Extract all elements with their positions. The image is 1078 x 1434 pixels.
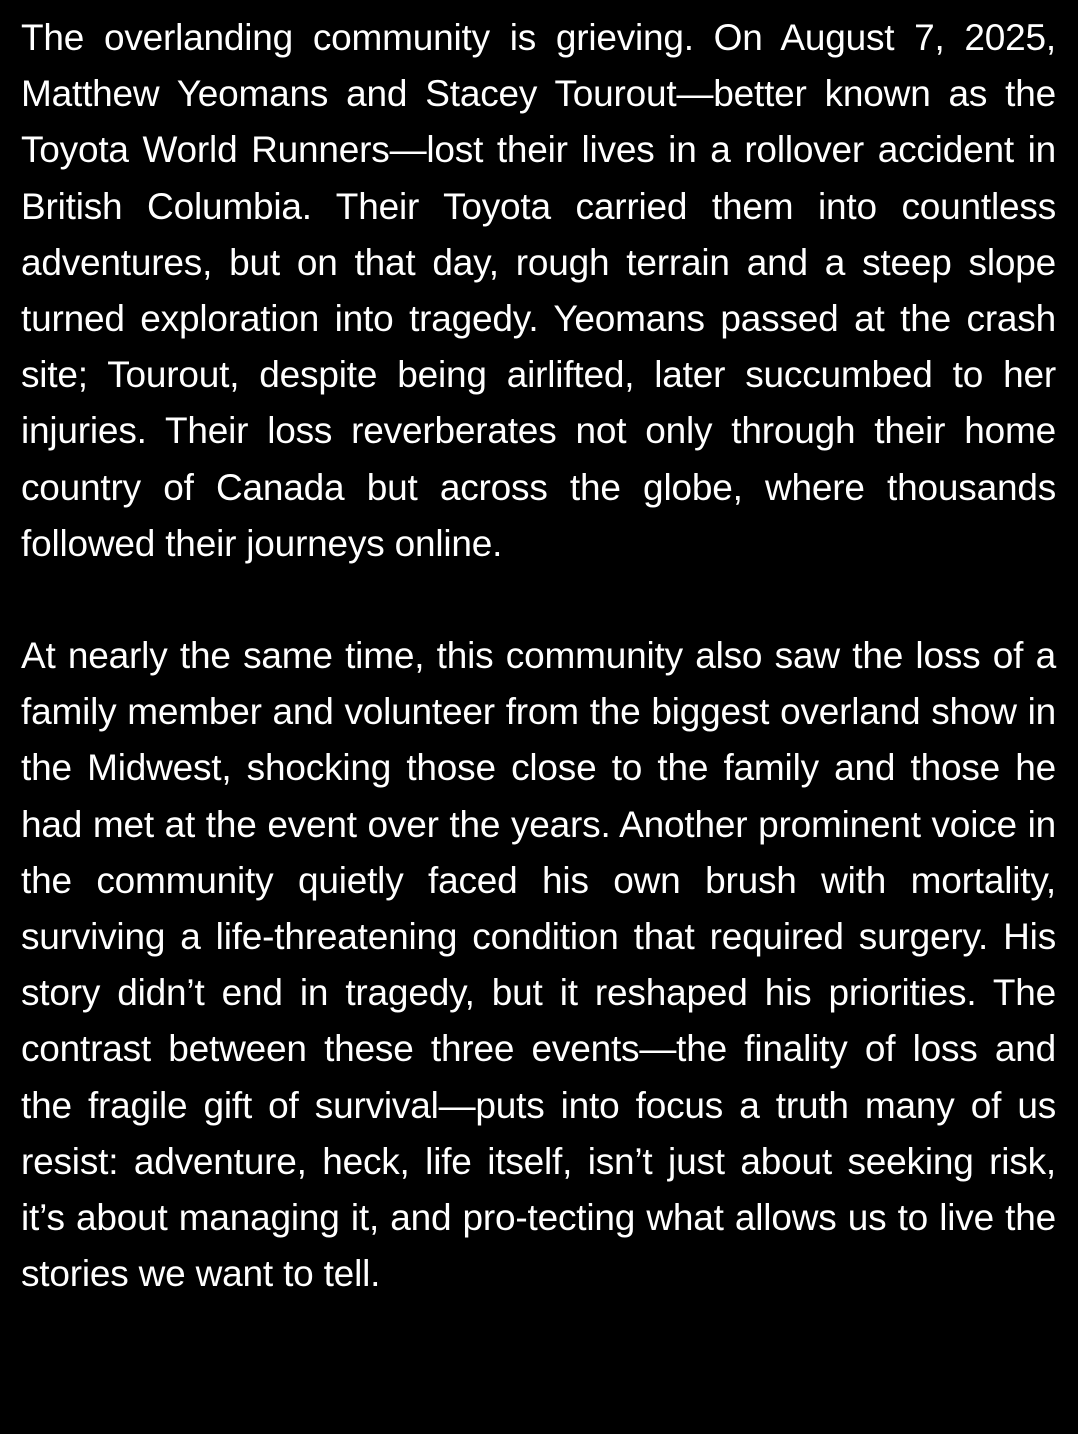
article-paragraph-1: The overlanding community is grieving. On August 7, 2025, Matthew Yeomans and Stacey Tourout—better known as the Toyota World Runners—lost their lives in a rollover accident in British Columbia. Their Toyota carried them into countless adventures, but on that day, rough terrain and a steep slope turned exploration into tragedy. Yeomans passed at the crash site; Tourout, despite being airlifted, later succumbed to her injuries. Their loss reverberates not only through their home country of Canada but across the globe, where thousands followed their journeys online. [21,17,1056,564]
article-paragraph-2: At nearly the same time, this community also saw the loss of a family member and volunteer from the biggest overland show in the Midwest, shocking those close to the family and those he had met at the event over the years. Another prominent voice in the community quietly faced his own brush with mortality, surviving a life-threatening condition that required surgery. His story didn’t end in tragedy, but it reshaped his priorities. The contrast between these three events—the finality of loss and the fragile gift of survival—puts into focus a truth many of us resist: adventure, heck, life itself, isn’t just about seeking risk, it’s about managing it, and pro-tecting what allows us to live the stories we want to tell. [21,635,1056,1295]
article-body [21,10,1056,1302]
